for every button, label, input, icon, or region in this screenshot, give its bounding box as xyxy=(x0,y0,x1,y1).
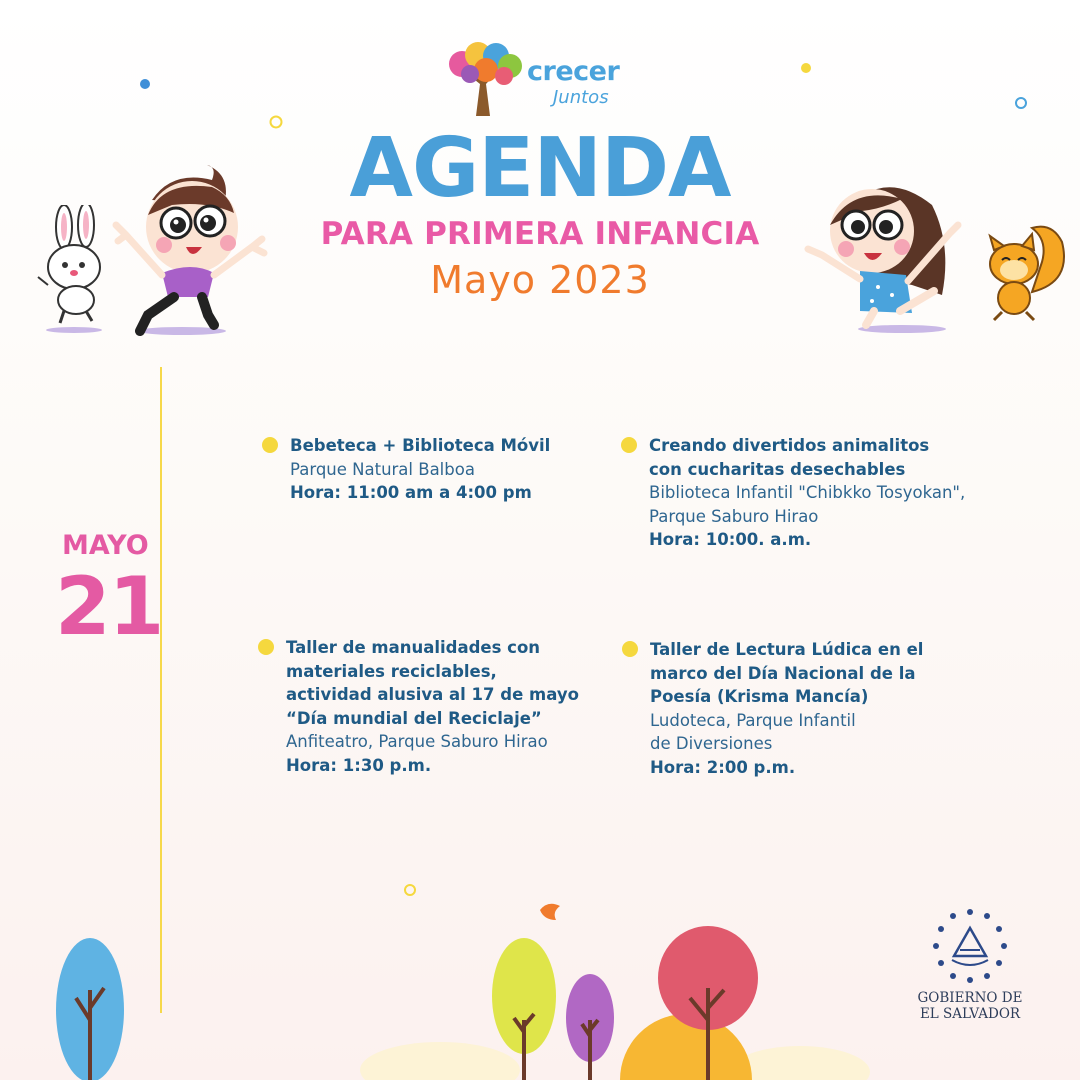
event-title: materiales reciclables, xyxy=(286,661,497,681)
event-place: Ludoteca, Parque Infantil xyxy=(650,710,856,730)
event-title: Taller de manualidades con xyxy=(286,638,541,657)
logo-word-juntos: Juntos xyxy=(553,87,609,108)
event-place: de Diversiones xyxy=(650,734,773,753)
event-time: Hora: 11:00 am a 4:00 pm xyxy=(290,483,532,502)
event-place: Biblioteca Infantil "Chibkko Tosyokan", xyxy=(649,483,966,502)
event-title: con cucharitas desechables xyxy=(649,459,906,479)
boy-illustration xyxy=(112,165,280,337)
event-title: Taller de Lectura Lúdica en el xyxy=(650,640,924,659)
event-place: Parque Natural Balboa xyxy=(290,459,475,479)
bottom-scenery xyxy=(0,880,1080,1080)
logo-word-crecer: crecer xyxy=(527,56,620,87)
government-line2: EL SALVADOR xyxy=(919,1006,1021,1022)
event-title: Creando divertidos animalitos xyxy=(649,436,930,455)
event-title: marco del Día Nacional de la xyxy=(650,663,916,683)
bullet-icon xyxy=(621,437,637,453)
government-label xyxy=(912,990,1028,1022)
date-month: MAYO xyxy=(62,530,149,561)
event-item xyxy=(290,434,620,505)
bullet-icon xyxy=(258,639,274,655)
event-item xyxy=(286,636,616,777)
date-day: 21 xyxy=(55,560,163,653)
squirrel-illustration xyxy=(976,222,1070,326)
government-line1: GOBIERNO DE xyxy=(917,990,1023,1006)
event-place: Anfiteatro, Parque Saburo Hirao xyxy=(286,732,548,751)
page-month: Mayo 2023 xyxy=(430,258,650,302)
bullet-icon xyxy=(262,437,278,453)
event-time: Hora: 10:00. a.m. xyxy=(649,530,812,549)
bullet-icon xyxy=(622,641,638,657)
event-place: Parque Saburo Hirao xyxy=(649,506,819,526)
page-subtitle: PARA PRIMERA INFANCIA xyxy=(320,216,760,252)
page-title: AGENDA xyxy=(349,121,731,216)
event-title: Poesía (Krisma Mancía) xyxy=(650,687,869,706)
girl-illustration xyxy=(802,175,972,335)
event-item xyxy=(649,434,979,552)
event-time: Hora: 1:30 p.m. xyxy=(286,755,432,775)
bunny-illustration xyxy=(34,205,118,335)
event-time: Hora: 2:00 p.m. xyxy=(650,757,796,777)
event-title: “Día mundial del Reciclaje” xyxy=(286,708,542,728)
government-seal-icon xyxy=(930,906,1010,986)
event-title: Bebeteca + Biblioteca Móvil xyxy=(290,436,551,455)
event-item xyxy=(650,638,980,779)
event-title: actividad alusiva al 17 de mayo xyxy=(286,685,579,704)
